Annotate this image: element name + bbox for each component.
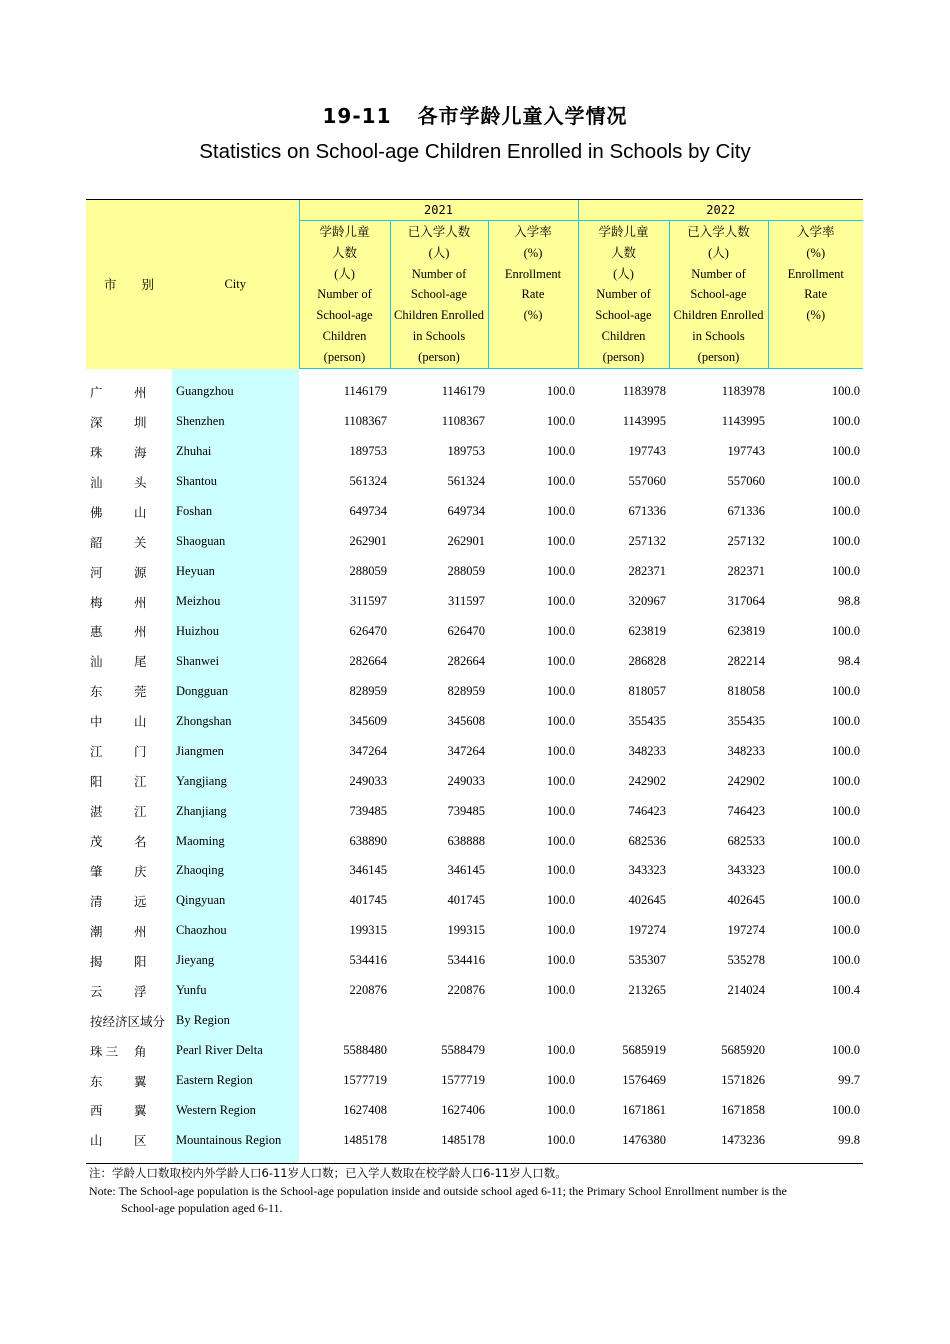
cell-school-age-2022: 1476380 (622, 1132, 666, 1147)
city-name-en: Jiangmen (172, 736, 299, 766)
cell-school-age-2021: 649734 (349, 504, 387, 519)
table-row (86, 557, 863, 587)
cell-school-age-2021: 1146179 (343, 384, 387, 399)
city-name-en: By Region (172, 1006, 299, 1036)
title-cn-text: 各市学龄儿童入学情况 (417, 104, 628, 128)
cell-rate-2021: 100.0 (546, 683, 575, 698)
cell-school-age-2022: 1183978 (622, 384, 666, 399)
cell-enrolled-2022: 1571826 (721, 1073, 765, 1088)
cell-rate-2021: 100.0 (546, 893, 575, 908)
note-cn: 注：学龄人口数取校内外学龄人口6-11岁人口数；已入学人数取在校学龄人口6-11岁人口数。 (89, 1166, 567, 1180)
table-row (86, 946, 863, 976)
cell-rate-2021: 100.0 (546, 1043, 575, 1058)
table-row (86, 377, 863, 407)
city-name-en: Dongguan (172, 676, 299, 706)
cell-rate-2022: 100.4 (831, 983, 861, 998)
cell-rate-2022: 100.0 (831, 623, 861, 638)
cell-rate-2022: 100.0 (831, 1043, 861, 1058)
city-name-cn: 山 区 (90, 1134, 147, 1149)
cell-enrolled-2021: 262901 (447, 534, 485, 549)
cell-school-age-2022: 348233 (628, 743, 666, 758)
table-row (86, 527, 863, 557)
cell-rate-2022: 99.8 (838, 1132, 861, 1147)
cell-school-age-2021: 199315 (349, 923, 387, 938)
header-enrolled-2021: 已入学人数 (人) Number of School-age Children Enrolled in Schools (person) (390, 221, 488, 369)
enrollment-table (86, 199, 863, 1164)
cell-rate-2022: 100.0 (831, 863, 861, 878)
cell-enrolled-2021: 5588479 (441, 1043, 485, 1058)
cell-rate-2022: 100.0 (831, 683, 861, 698)
cell-enrolled-2022 (669, 1006, 768, 1036)
cell-school-age-2022: 242902 (628, 773, 666, 788)
cell-school-age-2022: 746423 (628, 803, 666, 818)
city-name-cn: 韶 关 (90, 535, 147, 550)
cell-rate-2022: 100.0 (831, 953, 861, 968)
city-name-cn: 湛 江 (90, 805, 147, 820)
cell-enrolled-2021: 347264 (447, 743, 485, 758)
cell-rate-2021 (488, 1006, 578, 1036)
table-row (86, 976, 863, 1006)
cell-rate-2021: 100.0 (546, 803, 575, 818)
cell-enrolled-2022: 343323 (727, 863, 765, 878)
city-name-cn: 珠 海 (90, 445, 147, 460)
cell-enrolled-2022: 317064 (727, 594, 765, 609)
city-name-en: Meizhou (172, 587, 299, 617)
cell-enrolled-2022: 1143995 (721, 414, 765, 429)
city-name-en: Huizhou (172, 617, 299, 647)
cell-enrolled-2021: 561324 (447, 474, 485, 489)
city-name-cn: 肇 庆 (90, 864, 147, 879)
cell-rate-2022: 99.7 (838, 1073, 861, 1088)
cell-enrolled-2022: 214024 (727, 983, 765, 998)
cell-enrolled-2022: 818058 (727, 683, 765, 698)
cell-school-age-2021: 288059 (349, 564, 387, 579)
header-year-2021: 2021 (299, 200, 578, 221)
city-name-cn: 揭 阳 (90, 954, 147, 969)
cell-enrolled-2022: 348233 (727, 743, 765, 758)
city-name-cn: 深 圳 (90, 415, 147, 430)
cell-enrolled-2021: 649734 (447, 504, 485, 519)
cell-rate-2021: 100.0 (546, 444, 575, 459)
cell-school-age-2021: 1108367 (343, 414, 387, 429)
city-name-cn: 西 翼 (90, 1104, 147, 1119)
table-row (86, 706, 863, 736)
cell-enrolled-2021: 346145 (447, 863, 485, 878)
city-name-en: Maoming (172, 826, 299, 856)
cell-school-age-2022: 320967 (628, 594, 666, 609)
city-name-en: Shaoguan (172, 527, 299, 557)
cell-school-age-2022: 1671861 (622, 1102, 666, 1117)
cell-rate-2022: 100.0 (831, 1102, 861, 1117)
cell-rate-2022: 100.0 (831, 444, 861, 459)
cell-enrolled-2022: 355435 (727, 713, 765, 728)
table-row (86, 826, 863, 856)
table-row (86, 766, 863, 796)
city-name-cn: 汕 尾 (90, 655, 147, 670)
city-name-cn: 中 山 (90, 715, 147, 730)
cell-enrolled-2021: 220876 (447, 983, 485, 998)
cell-rate-2022: 98.4 (838, 653, 861, 668)
cell-school-age-2021: 739485 (349, 803, 387, 818)
city-name-cn: 佛 山 (90, 505, 147, 520)
cell-school-age-2021: 1627408 (343, 1102, 387, 1117)
cell-enrolled-2021: 345608 (447, 713, 485, 728)
city-name-cn: 清 远 (90, 894, 147, 909)
city-name-en: Zhanjiang (172, 796, 299, 826)
table-row (86, 676, 863, 706)
cell-enrolled-2022: 746423 (727, 803, 765, 818)
cell-rate-2021: 100.0 (546, 953, 575, 968)
table-row (86, 1125, 863, 1155)
cell-enrolled-2022: 402645 (727, 893, 765, 908)
cell-rate-2022: 100.0 (831, 564, 861, 579)
city-name-cn: 广 州 (90, 385, 147, 400)
city-name-cn: 云 浮 (90, 984, 147, 999)
cell-rate-2021: 100.0 (546, 863, 575, 878)
page-title-en: Statistics on School-age Children Enrolled in Schools by City (199, 140, 751, 163)
cell-school-age-2022: 355435 (628, 713, 666, 728)
city-name-en: Shanwei (172, 646, 299, 676)
table-row (86, 856, 863, 886)
city-name-en: Heyuan (172, 557, 299, 587)
city-name-en: Jieyang (172, 946, 299, 976)
cell-school-age-2021: 282664 (349, 653, 387, 668)
cell-school-age-2022: 1576469 (622, 1073, 666, 1088)
city-name-en: Western Region (172, 1096, 299, 1126)
cell-school-age-2021: 638890 (349, 833, 387, 848)
cell-enrolled-2022: 557060 (727, 474, 765, 489)
cell-rate-2022: 98.8 (838, 594, 861, 609)
cell-enrolled-2022: 282214 (727, 653, 765, 668)
cell-enrolled-2022: 282371 (727, 564, 765, 579)
table-row (86, 1006, 863, 1036)
page-title-cn (0, 100, 950, 129)
city-name-en: Zhongshan (172, 706, 299, 736)
table-number: 19-11 (322, 104, 392, 128)
header-enrolled-2022: 已入学人数 (人) Number of School-age Children Enrolled in Schools (person) (669, 221, 768, 369)
cell-enrolled-2021: 288059 (447, 564, 485, 579)
cell-school-age-2021: 828959 (349, 683, 387, 698)
cell-school-age-2022: 682536 (628, 833, 666, 848)
cell-school-age-2022: 623819 (628, 623, 666, 638)
cell-enrolled-2021: 1146179 (441, 384, 485, 399)
city-name-cn: 江 门 (90, 745, 147, 760)
cell-rate-2022: 100.0 (831, 773, 861, 788)
cell-enrolled-2022: 535278 (727, 953, 765, 968)
city-name-cn: 按经济区域分 (90, 1014, 166, 1029)
header-rate-2021: 入学率 (%) Enrollment Rate (%) (488, 221, 578, 369)
header-year-2022: 2022 (578, 200, 863, 221)
cell-rate-2022 (768, 1006, 863, 1036)
table-row (86, 1036, 863, 1066)
cell-enrolled-2021: 626470 (447, 623, 485, 638)
cell-rate-2021: 100.0 (546, 773, 575, 788)
cell-school-age-2022: 818057 (628, 683, 666, 698)
table-row (86, 916, 863, 946)
city-name-en: Yunfu (172, 976, 299, 1006)
cell-school-age-2022: 282371 (628, 564, 666, 579)
cell-school-age-2021: 561324 (349, 474, 387, 489)
cell-enrolled-2021: 1108367 (441, 414, 485, 429)
cell-school-age-2022: 213265 (628, 983, 666, 998)
cell-school-age-2021: 189753 (349, 444, 387, 459)
cell-school-age-2022: 557060 (628, 474, 666, 489)
cell-rate-2021: 100.0 (546, 594, 575, 609)
cell-enrolled-2021: 311597 (447, 594, 485, 609)
header-city-cn: 市 别 (86, 200, 172, 369)
cell-school-age-2021: 346145 (349, 863, 387, 878)
city-name-cn: 潮 州 (90, 924, 147, 939)
cell-enrolled-2022: 242902 (727, 773, 765, 788)
cell-enrolled-2022: 197743 (727, 444, 765, 459)
cell-rate-2022: 100.0 (831, 803, 861, 818)
city-name-cn: 河 源 (90, 565, 147, 580)
table-row (86, 497, 863, 527)
cell-enrolled-2022: 623819 (727, 623, 765, 638)
cell-rate-2021: 100.0 (546, 923, 575, 938)
cell-rate-2021: 100.0 (546, 1073, 575, 1088)
cell-enrolled-2021: 1485178 (441, 1132, 485, 1147)
cell-rate-2022: 100.0 (831, 414, 861, 429)
cell-rate-2022: 100.0 (831, 833, 861, 848)
cell-enrolled-2021: 249033 (447, 773, 485, 788)
cell-rate-2021: 100.0 (546, 1132, 575, 1147)
cell-enrolled-2021: 282664 (447, 653, 485, 668)
cell-school-age-2021: 1577719 (343, 1073, 387, 1088)
header-school-age-2021: 学龄儿童 人数 (人) Number of School-age Children (person) (299, 221, 390, 369)
cell-rate-2021: 100.0 (546, 1102, 575, 1117)
cell-school-age-2021: 347264 (349, 743, 387, 758)
cell-enrolled-2022: 197274 (727, 923, 765, 938)
city-name-en: Zhaoqing (172, 856, 299, 886)
header-city-en: City (172, 200, 299, 369)
table-row (86, 1066, 863, 1096)
cell-school-age-2021: 534416 (349, 953, 387, 968)
table-row (86, 796, 863, 826)
cell-rate-2021: 100.0 (546, 713, 575, 728)
cell-rate-2021: 100.0 (546, 504, 575, 519)
city-name-en: Guangzhou (172, 377, 299, 407)
cell-rate-2022: 100.0 (831, 893, 861, 908)
cell-school-age-2022: 343323 (628, 863, 666, 878)
cell-rate-2022: 100.0 (831, 384, 861, 399)
cell-rate-2022: 100.0 (831, 923, 861, 938)
city-name-en: Eastern Region (172, 1066, 299, 1096)
cell-school-age-2021: 220876 (349, 983, 387, 998)
cell-school-age-2021: 626470 (349, 623, 387, 638)
cell-enrolled-2022: 671336 (727, 504, 765, 519)
cell-school-age-2022: 1143995 (622, 414, 666, 429)
cell-rate-2022: 100.0 (831, 743, 861, 758)
table-row (86, 617, 863, 647)
cell-rate-2022: 100.0 (831, 713, 861, 728)
cell-enrolled-2022: 257132 (727, 534, 765, 549)
table-row (86, 736, 863, 766)
city-name-cn: 珠 三 角 (90, 1044, 147, 1059)
city-name-cn: 东 莞 (90, 685, 147, 700)
city-name-en: Foshan (172, 497, 299, 527)
cell-rate-2022: 100.0 (831, 474, 861, 489)
cell-enrolled-2021: 199315 (447, 923, 485, 938)
cell-rate-2021: 100.0 (546, 414, 575, 429)
city-name-en: Mountainous Region (172, 1125, 299, 1155)
cell-school-age-2021: 249033 (349, 773, 387, 788)
table-row (86, 646, 863, 676)
cell-enrolled-2022: 1473236 (721, 1132, 765, 1147)
cell-rate-2021: 100.0 (546, 474, 575, 489)
table-row (86, 437, 863, 467)
cell-school-age-2021: 5588480 (343, 1043, 387, 1058)
cell-enrolled-2021: 1577719 (441, 1073, 485, 1088)
note-en: Note: The School-age population is the School-age population inside and outside school aged 6-11; the Primary School Enrollment number is the School-age population aged 6-11. (89, 1184, 787, 1215)
cell-rate-2021: 100.0 (546, 653, 575, 668)
cell-rate-2022: 100.0 (831, 504, 861, 519)
table-row (86, 407, 863, 437)
cell-enrolled-2021 (390, 1006, 488, 1036)
table-row (86, 467, 863, 497)
cell-school-age-2022: 535307 (628, 953, 666, 968)
city-name-cn: 茂 名 (90, 835, 147, 850)
city-name-en: Pearl River Delta (172, 1036, 299, 1066)
cell-school-age-2022: 5685919 (622, 1043, 666, 1058)
city-name-en: Qingyuan (172, 886, 299, 916)
cell-school-age-2022: 671336 (628, 504, 666, 519)
cell-rate-2021: 100.0 (546, 833, 575, 848)
cell-rate-2021: 100.0 (546, 983, 575, 998)
cell-enrolled-2021: 189753 (447, 444, 485, 459)
cell-school-age-2022: 197743 (628, 444, 666, 459)
table-body (86, 369, 863, 1164)
cell-enrolled-2021: 401745 (447, 893, 485, 908)
cell-enrolled-2021: 739485 (447, 803, 485, 818)
cell-enrolled-2021: 638888 (447, 833, 485, 848)
city-name-cn: 汕 头 (90, 475, 147, 490)
city-name-en: Chaozhou (172, 916, 299, 946)
cell-enrolled-2021: 1627406 (441, 1102, 485, 1117)
city-name-cn: 惠 州 (90, 625, 147, 640)
cell-enrolled-2022: 682533 (727, 833, 765, 848)
cell-school-age-2021: 401745 (349, 893, 387, 908)
city-name-cn: 梅 州 (90, 595, 147, 610)
city-name-en: Shenzhen (172, 407, 299, 437)
header-rate-2022: 入学率 (%) Enrollment Rate (%) (768, 221, 863, 369)
cell-school-age-2022: 286828 (628, 653, 666, 668)
cell-school-age-2022: 257132 (628, 534, 666, 549)
city-name-en: Zhuhai (172, 437, 299, 467)
cell-school-age-2022 (578, 1006, 669, 1036)
city-name-en: Shantou (172, 467, 299, 497)
cell-school-age-2022: 402645 (628, 893, 666, 908)
cell-school-age-2021 (299, 1006, 390, 1036)
cell-enrolled-2021: 828959 (447, 683, 485, 698)
cell-enrolled-2022: 1183978 (721, 384, 765, 399)
cell-enrolled-2022: 5685920 (721, 1043, 765, 1058)
city-name-cn: 阳 江 (90, 775, 147, 790)
cell-rate-2021: 100.0 (546, 564, 575, 579)
cell-rate-2021: 100.0 (546, 743, 575, 758)
cell-school-age-2021: 262901 (349, 534, 387, 549)
cell-school-age-2021: 345609 (349, 713, 387, 728)
cell-school-age-2021: 311597 (349, 594, 387, 609)
cell-rate-2022: 100.0 (831, 534, 861, 549)
cell-rate-2021: 100.0 (546, 623, 575, 638)
table-row (86, 587, 863, 617)
table-row (86, 886, 863, 916)
cell-school-age-2021: 1485178 (343, 1132, 387, 1147)
cell-enrolled-2021: 534416 (447, 953, 485, 968)
cell-rate-2021: 100.0 (546, 534, 575, 549)
table-row (86, 1096, 863, 1126)
cell-school-age-2022: 197274 (628, 923, 666, 938)
cell-enrolled-2022: 1671858 (721, 1102, 765, 1117)
cell-rate-2021: 100.0 (546, 384, 575, 399)
city-name-cn: 东 翼 (90, 1074, 147, 1089)
city-name-en: Yangjiang (172, 766, 299, 796)
header-school-age-2022: 学龄儿童 人数 (人) Number of School-age Children (person) (578, 221, 669, 369)
